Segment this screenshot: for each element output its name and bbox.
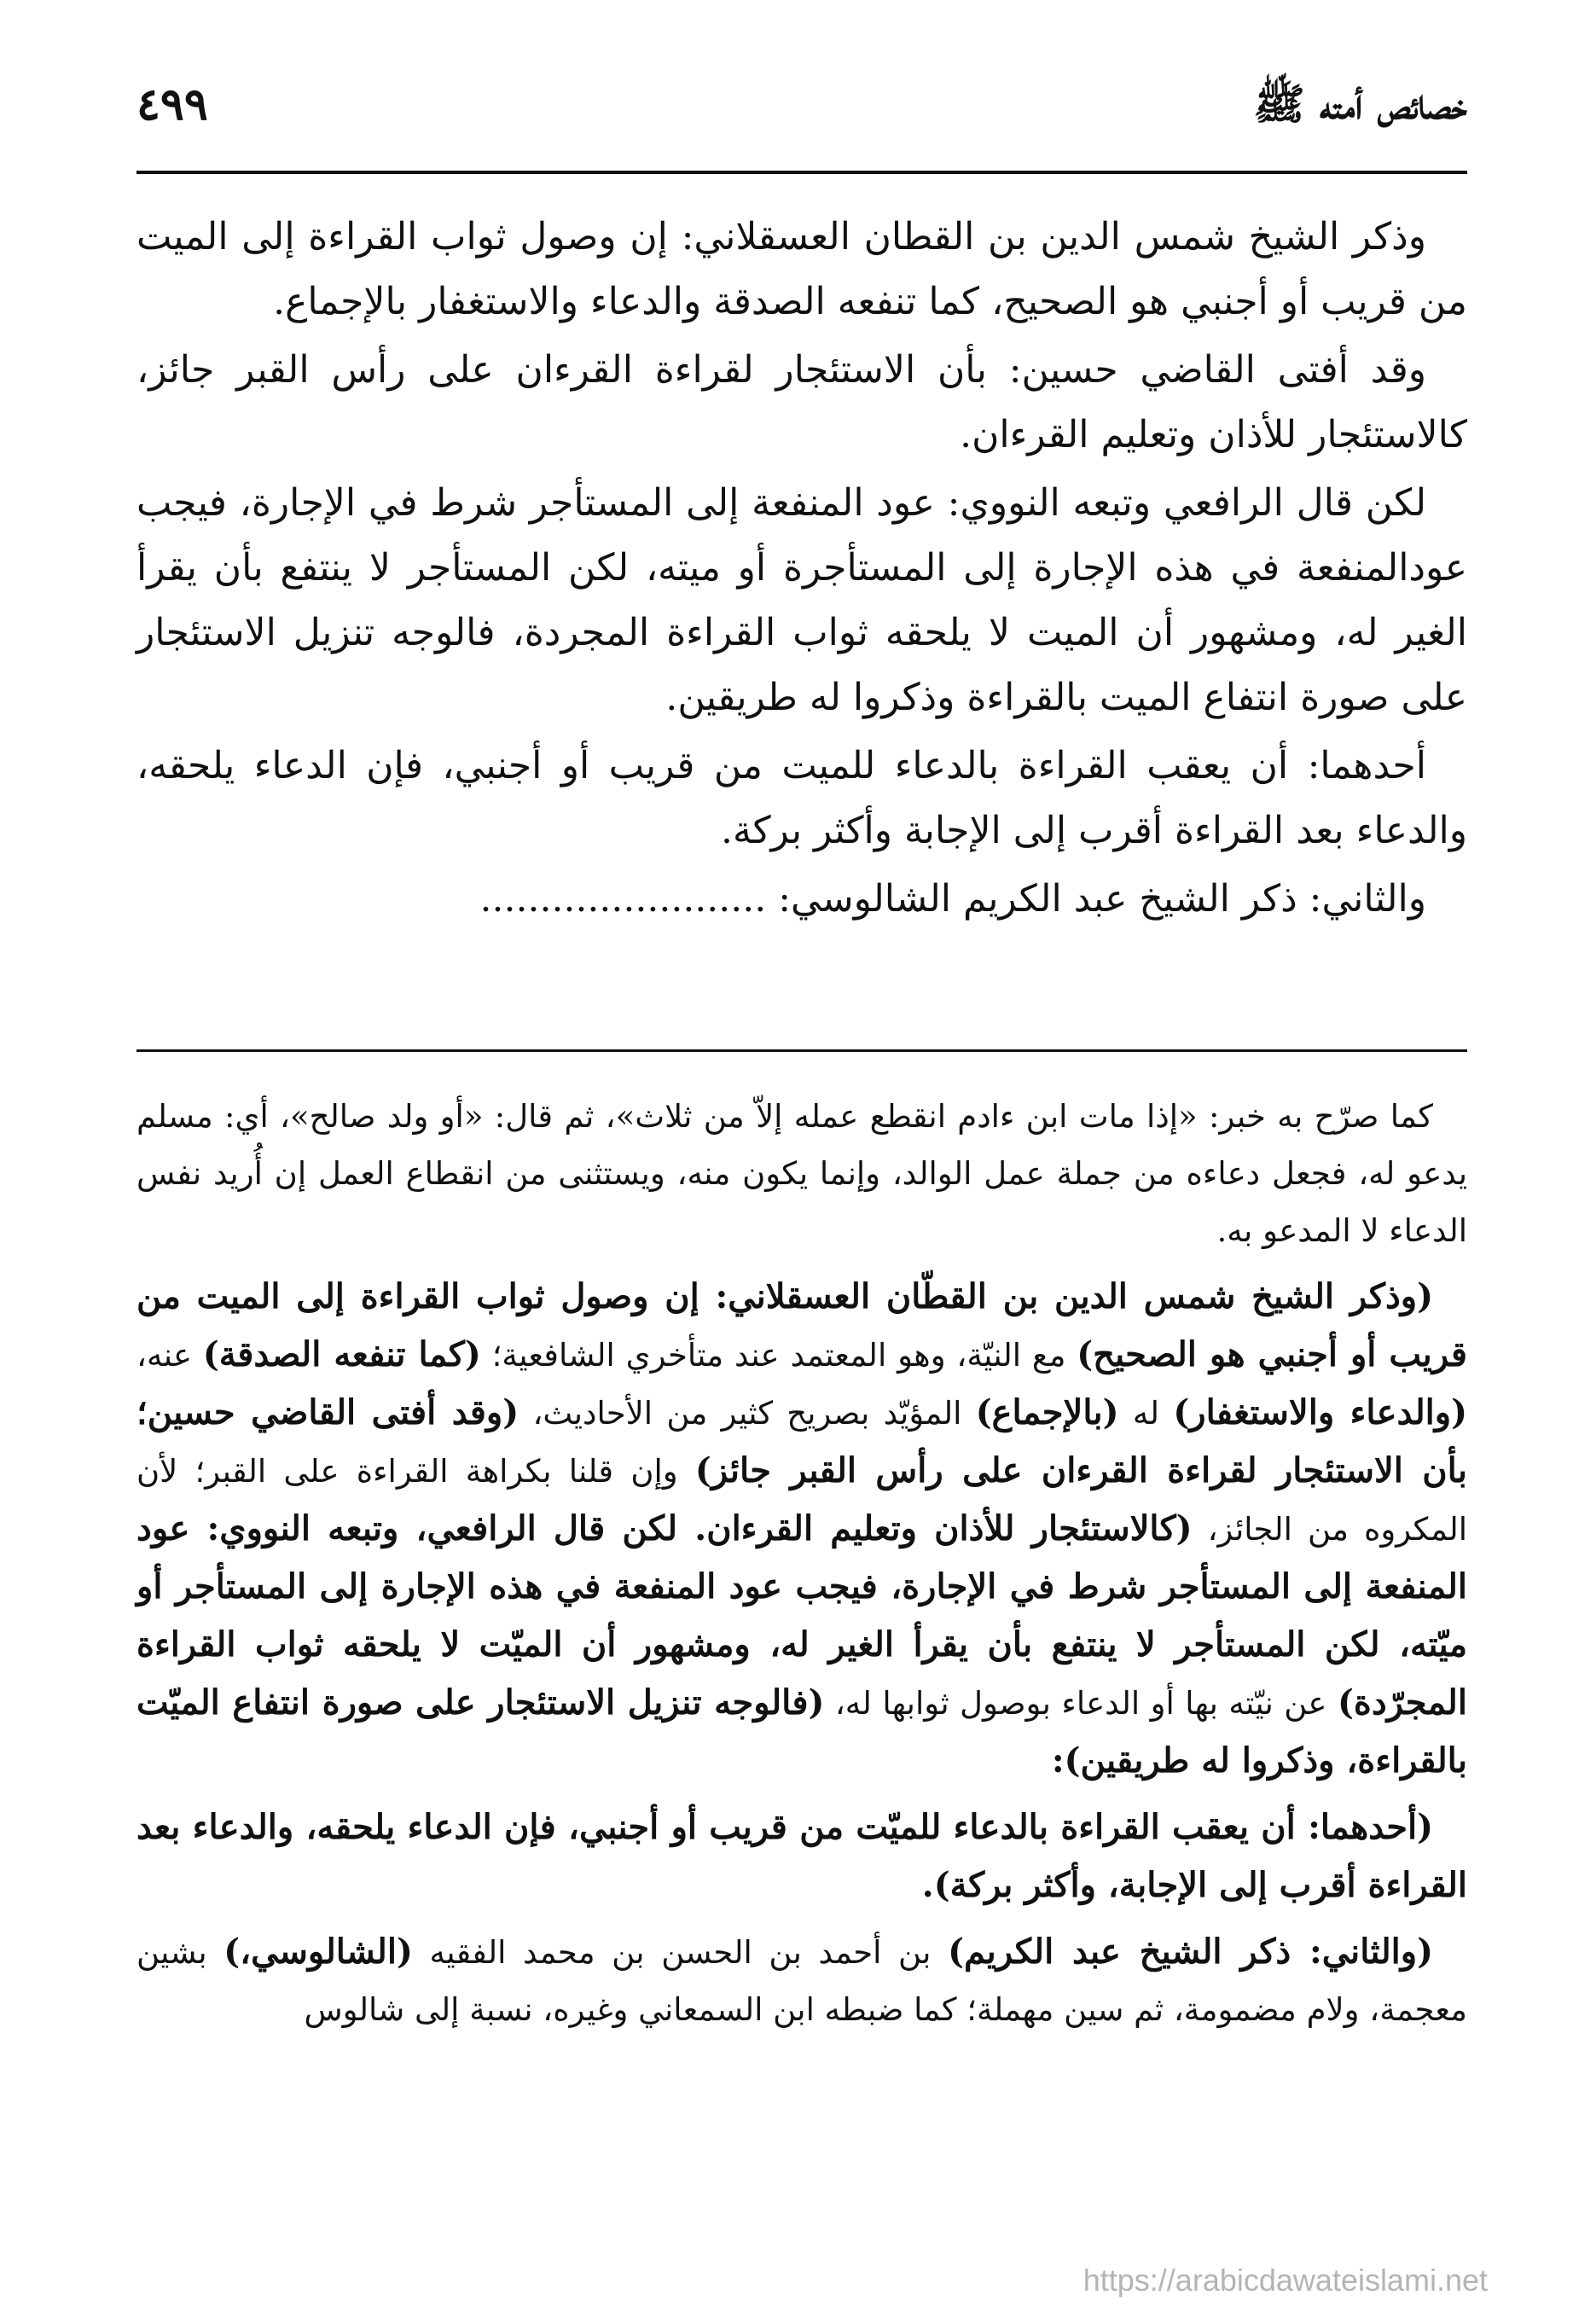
commentary-text-run: عن نيّته بها أو الدعاء بوصول ثوابها له،	[824, 1685, 1338, 1722]
main-line: وذكر الشيخ شمس الدين بن القطان العسقلاني: إن وصول ثواب القراءة إلى الميت	[136, 215, 1426, 259]
quoted-matn: (الشالوسي،)	[223, 1932, 413, 1972]
header-rule	[136, 171, 1467, 174]
commentary-paragraph-2	[136, 1268, 1467, 1790]
main-line: والثاني: ذكر الشيخ عبد الكريم الشالوسي:	[778, 877, 1426, 921]
quoted-matn: (وقد أفتى القاضي حسين؛ بأن الاستئجار لقراءة القرءان على رأس القبر جائز)	[136, 1392, 1467, 1490]
site-watermark: https://arabicdawateislami.net	[1083, 2263, 1488, 2298]
main-paragraph-5	[136, 867, 1467, 932]
commentary-separator	[136, 1049, 1467, 1052]
commentary-paragraph-4	[136, 1923, 1467, 2038]
commentary-text	[136, 1088, 1467, 2047]
commentary-text-run: مع النيّة، وهو المعتمد عند متأخري الشافعية؛	[480, 1337, 1077, 1374]
main-line: يلحقه، والدعاء بعد القراءة أقرب إلى الإجابة وأكثر بركة.	[136, 744, 1467, 852]
quoted-matn: (والثاني: ذكر الشيخ عبد الكريم)	[948, 1932, 1433, 1972]
main-line: فيجب عودالمنفعة في هذه الإجارة إلى المستأجرة أو ميته، لكن المستأجر	[136, 481, 1468, 590]
commentary-text-run: بن أحمد بن الحسن بن محمد الفقيه	[412, 1934, 949, 1971]
main-line: لكن قال الرافعي وتبعه النووي: عود المنفعة إلى المستأجر شرط في الإجارة،	[239, 481, 1426, 525]
running-title: خصائص أمته ﷺ	[1253, 78, 1467, 129]
commentary-text-run: المؤيّد بصريح كثير من الأحاديث،	[519, 1395, 976, 1432]
commentary-text-run: له	[1118, 1395, 1174, 1432]
quoted-matn: (فالوجه تنزيل الاستئجار على صورة انتفاع الميّت بالقراءة، وذكروا له طريقين):	[136, 1682, 1467, 1781]
main-paragraph-2	[136, 338, 1467, 468]
main-paragraph-3	[136, 471, 1467, 730]
quoted-matn: (وذكر الشيخ شمس الدين بن القطّان العسقلاني: إن وصول ثواب القراءة إلى الميت من قريب أو أجنبي هو الصحيح)	[136, 1276, 1467, 1374]
page-header	[136, 78, 1467, 164]
main-line: فالوجه تنزيل الاستئجار على صورة انتفاع الميت بالقراءة وذكروا له طريقين.	[136, 611, 1467, 719]
continuation-dots: ........................	[479, 877, 767, 921]
main-paragraph-4	[136, 734, 1467, 863]
quoted-matn: (بالإجماع)	[975, 1392, 1119, 1432]
commentary-text-run: كما صرّح به خبر: «إذا مات ابن ءادم انقطع عمله إلاّ من ثلاث»، ثم قال: «أو ولد صالح»، أي: مسلم يدعو له، فجعل دعاءه من جملة عمل الوالد، وإنما يكون منه، ويستثنى من انقطاع العمل إن أُريد نفس الدعاء لا المدعو به.	[136, 1098, 1467, 1249]
commentary-text-run: بشين معجمة، ولام مضمومة، ثم سين مهملة؛ كما ضبطه ابن السمعاني وغيره، نسبة إلى شالوس	[136, 1934, 1467, 2028]
quoted-matn: (كما تنفعه الصدقة)	[202, 1334, 481, 1374]
main-text	[136, 205, 1467, 935]
main-line: من قريب أو أجنبي هو الصحيح، كما تنفعه الصدقة والدعاء والاستغفار بالإجماع.	[273, 280, 1467, 323]
quoted-matn: (والدعاء والاستغفار)	[1173, 1392, 1468, 1432]
page-number: ٤٩٩	[136, 78, 208, 131]
quoted-matn: (كالاستئجار للأذان وتعليم القرءان. لكن قال الرافعي، وتبعه النووي: عود المنفعة إلى المستأجر شرط في الإجارة، فيجب عود المنفعة في هذه الإجارة إلى المستأجر أو ميّته، لكن المستأجر لا ينتفع بأن يقرأ الغير له، ومشهور أن الميّت لا يلحقه ثواب القراءة المجرّدة)	[136, 1508, 1467, 1723]
main-line: كالاستئجار للأذان وتعليم القرءان.	[960, 413, 1467, 456]
main-line: لا ينتفع بأن يقرأ الغير له، ومشهور أن الميت لا يلحقه ثواب القراءة المجردة،	[136, 546, 1467, 654]
commentary-text-run: عنه،	[136, 1337, 203, 1374]
commentary-text-run: وإن قلنا بكراهة القراءة على القبر؛ لأن المكروه من الجائز،	[136, 1453, 1467, 1548]
commentary-paragraph-1	[136, 1088, 1467, 1259]
commentary-paragraph-3	[136, 1798, 1467, 1914]
main-line: وقد أفتى القاضي حسين: بأن الاستئجار لقراءة القرءان على رأس القبر جائز،	[136, 348, 1426, 392]
main-line: أحدهما: أن يعقب القراءة بالدعاء للميت من قريب أو أجنبي، فإن الدعاء	[253, 744, 1426, 787]
main-paragraph-1	[136, 205, 1467, 334]
quoted-matn: (أحدهما: أن يعقب القراءة بالدعاء للميّت من قريب أو أجنبي، فإن الدعاء يلحقه، والدعاء بعد القراءة أقرب إلى الإجابة، وأكثر بركة).	[136, 1807, 1467, 1905]
